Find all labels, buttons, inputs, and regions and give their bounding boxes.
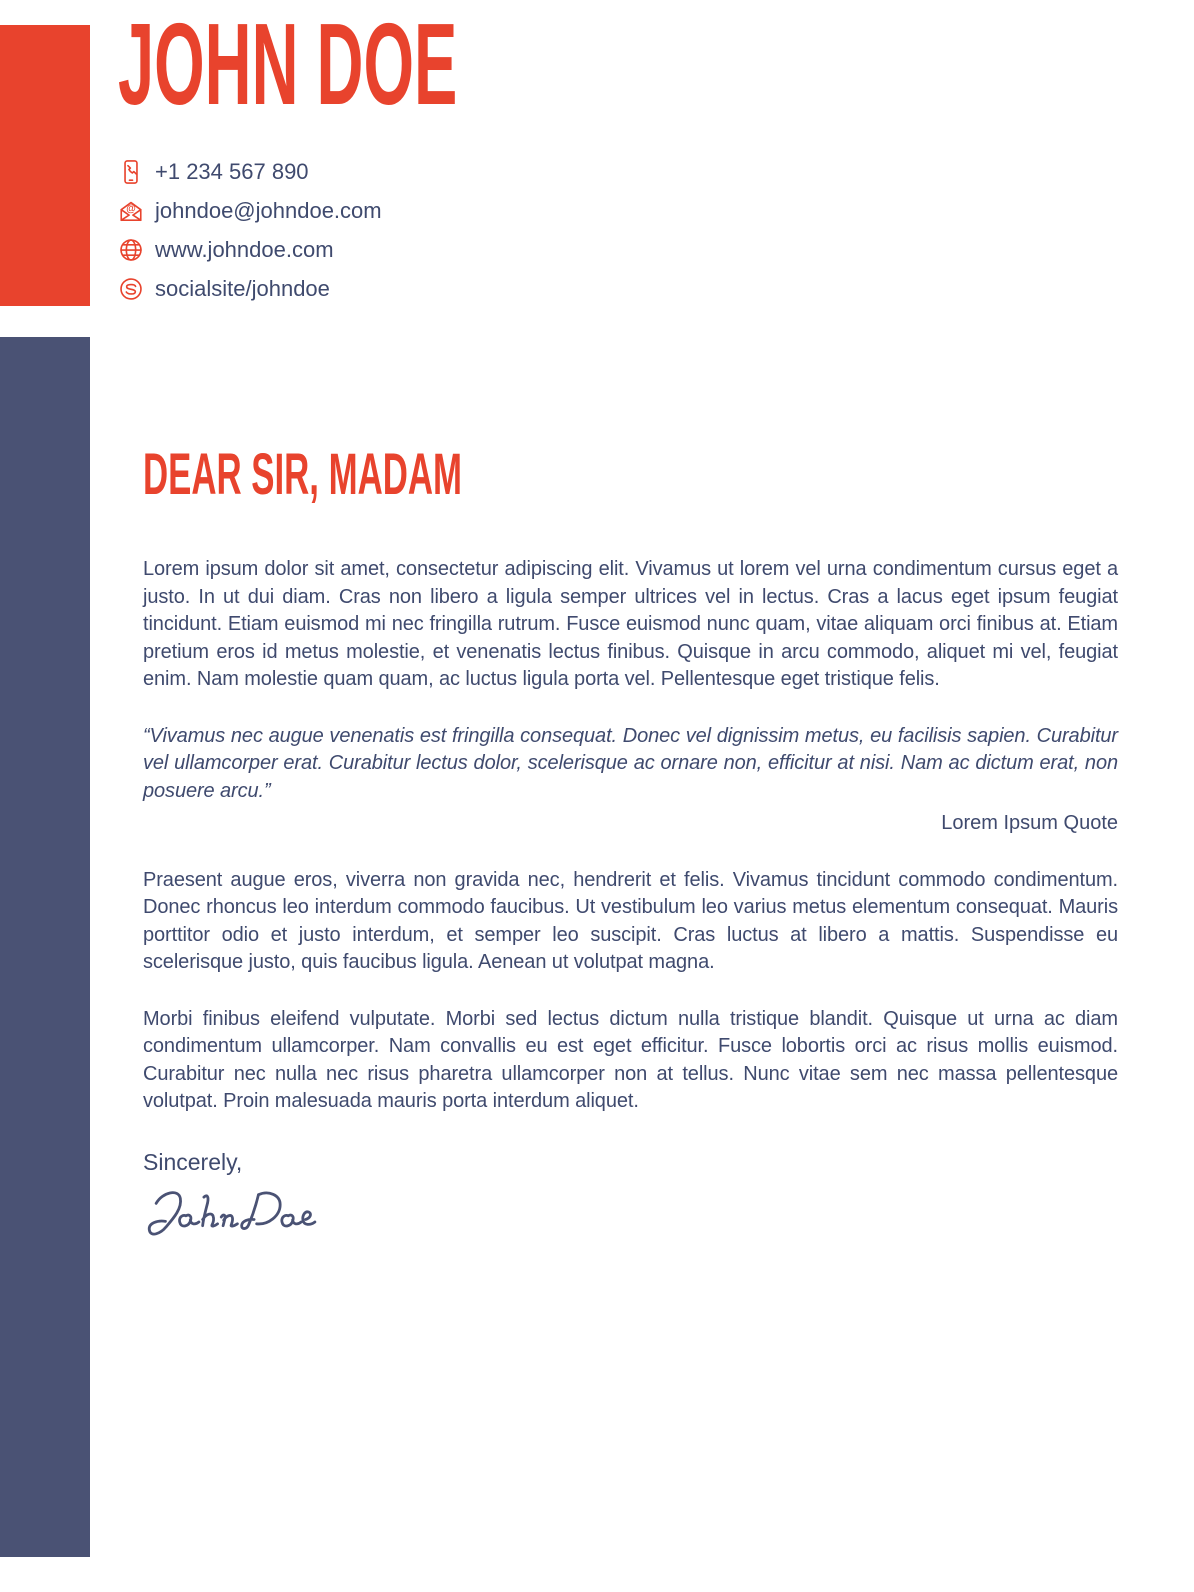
page-title: JOHN DOE — [118, 0, 458, 129]
signature-script — [145, 1186, 1118, 1253]
red-accent-bar — [0, 25, 90, 306]
navy-accent-bar — [0, 337, 90, 1557]
letter-body — [143, 442, 1118, 1253]
social-value: socialsite/johndoe — [155, 275, 330, 301]
letter-paragraph: Praesent augue eros, viverra non gravida nec, hendrerit et felis. Vivamus tincidunt commodo condimentum. Donec rhoncus leo interdum commodo faucibus. Ut vestibulum leo varius metus elementum consequat. Mauris porttitor odio et justo interdum, et semper leo suscipit. Cras luctus at libero a mattis. Suspendisse eu scelerisque justo, quis faucibus ligula. Aenean ut volutpat magna. — [143, 868, 1118, 973]
contact-row-social — [118, 269, 382, 308]
letter-paragraph: Morbi finibus eleifend vulputate. Morbi sed lectus dictum nulla tristique blandit. Quisque ut urna ac diam condimentum ullamcorper. Nam convallis eu est eget efficitur. Fusce lobortis orci ac risus mollis euismod. Curabitur nec nulla nec risus pharetra ullamcorper non at tellus. Nunc vitae sem nec massa pellentesque volutpat. Proin malesuada mauris porta interdum aliquet. — [143, 1007, 1118, 1112]
email-value: johndoe@johndoe.com — [155, 197, 382, 223]
closing-salutation: Sincerely, — [143, 1148, 243, 1175]
phone-value: +1 234 567 890 — [155, 158, 309, 184]
contact-row-phone — [118, 152, 382, 191]
letter-paragraph: Lorem ipsum dolor sit amet, consectetur adipiscing elit. Vivamus ut lorem vel urna condimentum cursus eget a justo. In ut dui diam. Cras non libero a ligula semper ultrices vel in lectus. Cras a lacus eget ipsum feugiat tincidunt. Etiam euismod mi nec fringilla rutrum. Fusce euismod nunc quam, vitae aliquam orci finibus at. Etiam pretium eros id metus molestie, et venenatis lectus finibus. Quisque in arcu commodo, aliquet mi vel, feugiat enim. Nam molestie quam quam, ac luctus ligula porta vel. Pellentesque eget tristique felis. — [143, 558, 1118, 690]
website-value: www.johndoe.com — [155, 236, 334, 262]
salutation-heading: DEAR SIR, MADAM — [143, 442, 463, 507]
email-icon — [118, 198, 144, 224]
svg-text:@: @ — [126, 202, 136, 214]
contact-row-email — [118, 191, 382, 230]
contact-list — [118, 152, 382, 308]
quote-attribution: Lorem Ipsum Quote — [941, 812, 1118, 834]
contact-row-website — [118, 230, 382, 269]
quote-paragraph: “Vivamus nec augue venenatis est fringilla consequat. Donec vel dignissim metus, eu facilisis sapien. Curabitur vel ullamcorper erat. Curabitur lectus dolor, scelerisque ac ornare non, efficitur at nisi. Nam ac dictum erat, non posuere arcu.” — [143, 724, 1118, 802]
phone-icon — [118, 159, 144, 185]
social-icon — [118, 276, 144, 302]
website-icon — [118, 237, 144, 263]
